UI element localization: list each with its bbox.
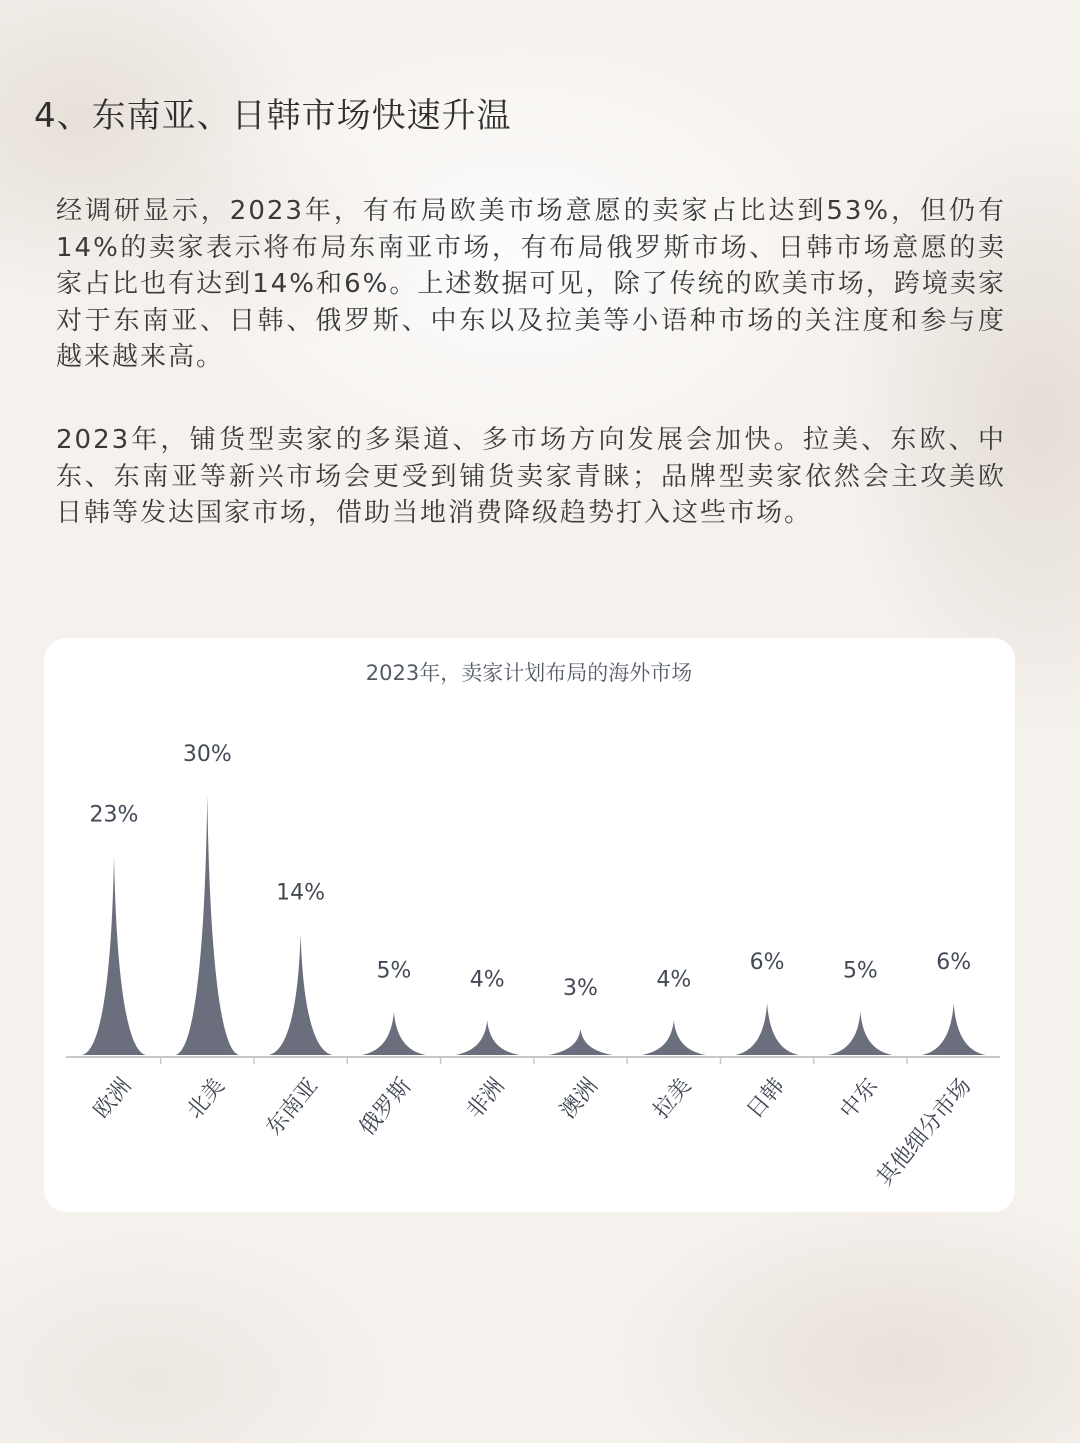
bar-cat-3 [362,1012,426,1055]
bar-cat-8 [828,1012,892,1055]
value-label-cat-6: 4% [656,967,692,993]
chart-card [44,638,1015,1212]
paragraph-survey: 经调研显示，2023年，有布局欧美市场意愿的卖家占比达到53%，但仍有14%的卖家表示将布局东南亚市场，有布局俄罗斯市场、日韩市场意愿的卖家占比也有达到14%和6%。上述数据可见，除了传统的欧美市场，跨境卖家对于东南亚、日韩、俄罗斯、中东以及拉美等小语种市场的关注度和参与度越来越来高。 [56,196,1006,372]
bar-cat-9 [922,1003,986,1055]
value-label-cat-4: 4% [469,967,505,993]
category-label-cat-6: 拉美 [648,1073,697,1124]
category-label-cat-3: 俄罗斯 [354,1073,417,1141]
category-label-cat-2: 东南亚 [261,1073,324,1141]
bar-cat-6 [642,1020,706,1055]
category-label-cat-8: 中东 [835,1073,883,1124]
value-label-cat-5: 3% [563,976,598,1001]
chart-marks [82,742,986,1191]
bar-cat-7 [735,1003,799,1055]
value-label-cat-8: 5% [842,958,878,984]
paragraph-outlook: 2023年，铺货型卖家的多渠道、多市场方向发展会加快。拉美、东欧、中东、东南亚等新兴市场会更受到铺货卖家青睐；品牌型卖家依然会主攻美欧日韩等发达国家市场，借助当地消费降级趋势打入这些市场。 [56,425,1006,528]
chart-title: 2023年，卖家计划布局的海外市场 [365,661,693,685]
category-label-cat-0: 欧洲 [89,1073,137,1124]
value-label-cat-3: 5% [376,958,412,984]
section-heading: 4、东南亚、日韩市场快速升温 [34,96,512,136]
value-label-cat-7: 6% [749,950,785,975]
category-label-cat-7: 日韩 [742,1073,790,1124]
value-label-cat-9: 6% [936,950,972,975]
category-label-cat-5: 澳洲 [555,1073,604,1124]
market-chart [44,638,1015,1212]
bar-cat-5 [549,1029,613,1055]
bar-cat-0 [82,856,146,1055]
value-label-cat-0: 23% [89,802,139,828]
bar-cat-1 [175,795,239,1055]
value-label-cat-1: 30% [182,742,232,767]
category-label-cat-9: 其他细分市场 [872,1073,977,1191]
category-label-cat-1: 北美 [182,1073,230,1124]
value-label-cat-2: 14% [276,880,326,906]
bar-cat-2 [269,934,333,1055]
bar-cat-4 [455,1020,519,1055]
category-label-cat-4: 非洲 [462,1073,510,1124]
